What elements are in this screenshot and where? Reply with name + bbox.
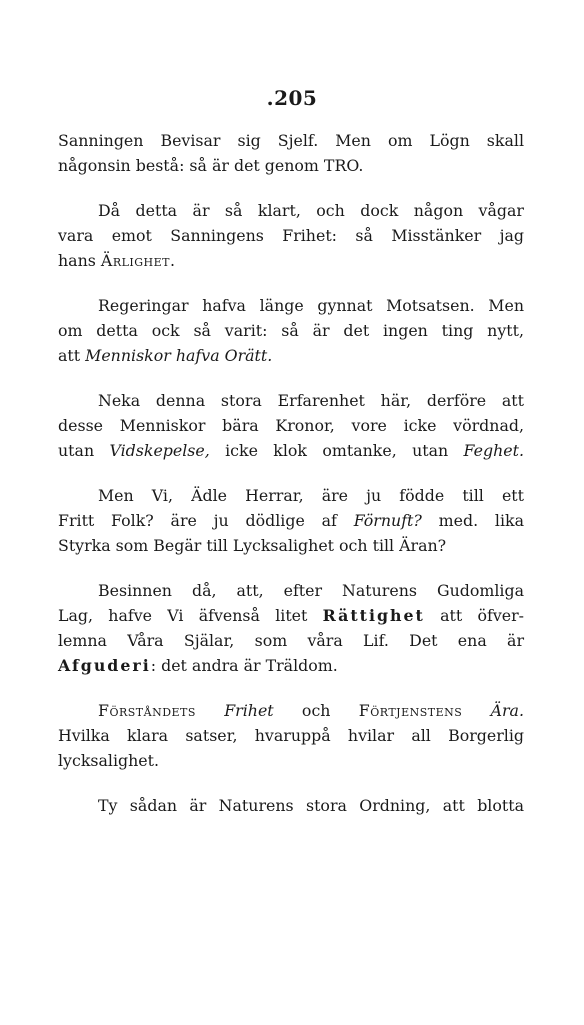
line-text: Lag, hafve Vi äfvenså litet	[58, 606, 323, 625]
line-text: att	[58, 346, 86, 365]
line: Sanningen Bevisar sig Sjelf. Men om Lögn skall	[58, 131, 524, 150]
emphasis-text: Ärlighet.	[100, 251, 176, 270]
emphasis-text: Vidskepelse,	[109, 441, 210, 460]
emphasis-text: Förståndets	[98, 701, 196, 720]
line	[58, 248, 524, 273]
line: Regeringar hafva länge gynnat Motsatsen. Men	[98, 296, 524, 315]
line	[58, 343, 524, 368]
line: Styrka som Begär till Lycksalighet och till Äran?	[58, 536, 447, 555]
line: Neka denna stora Erfarenhet här, derföre att	[98, 391, 524, 410]
paragraph-8	[58, 793, 524, 818]
line-text: hans	[58, 251, 101, 270]
line	[58, 508, 524, 533]
line: Men Vi, Ädle Herrar, äre ju födde till ett	[98, 486, 524, 505]
line	[58, 653, 524, 678]
line: Ty sådan är Naturens stora Ordning, att blotta	[98, 796, 524, 815]
line-text: utan	[58, 441, 110, 460]
emphasis-text: Afguderi	[58, 656, 151, 675]
page-number: .205	[266, 86, 318, 110]
paragraph-1	[58, 128, 524, 178]
line-text: icke klok omtanke, utan	[209, 441, 464, 460]
line-text: och	[273, 701, 359, 720]
line: desse Menniskor bära Kronor, vore icke vördnad,	[58, 416, 524, 435]
paragraph-5	[58, 483, 524, 558]
document-body	[58, 128, 524, 838]
line-text: med. lika	[438, 511, 525, 530]
paragraph-4	[58, 388, 524, 463]
line: någonsin bestå: så är det genom TRO.	[58, 156, 364, 175]
line: Då detta är så klart, och dock någon vågar	[98, 201, 524, 220]
emphasis-text: Rättighet	[322, 606, 425, 625]
line: lemna Våra Själar, som våra Lif. Det ena är	[58, 631, 524, 650]
paragraph-6	[58, 578, 524, 678]
line: om detta ock så varit: så är det ingen ting nytt,	[58, 321, 524, 340]
line-text: att öfver-	[424, 606, 524, 625]
emphasis-text: Förtjenstens	[358, 701, 463, 720]
emphasis-text: Frihet	[224, 701, 274, 720]
emphasis-text: Förnuft?	[353, 511, 422, 530]
line-text: Fritt Folk? äre ju dödlige af	[58, 511, 354, 530]
emphasis-text: Menniskor hafva Orätt.	[85, 346, 273, 365]
line: lycksalighet.	[58, 751, 160, 770]
emphasis-text: Feghet.	[463, 441, 524, 460]
line: vara emot Sanningens Frihet: så Misstänker jag	[58, 226, 524, 245]
paragraph-7	[58, 698, 524, 773]
line-text: : det andra är Träldom.	[150, 656, 338, 675]
line	[58, 438, 524, 463]
line: Besinnen då, att, efter Naturens Gudomliga	[98, 581, 524, 600]
line	[58, 603, 524, 628]
emphasis-text: Ära.	[490, 701, 524, 720]
paragraph-2	[58, 198, 524, 273]
paragraph-3	[58, 293, 524, 368]
line: Hvilka klara satser, hvaruppå hvilar all Borgerlig	[58, 726, 524, 745]
line	[58, 698, 524, 723]
